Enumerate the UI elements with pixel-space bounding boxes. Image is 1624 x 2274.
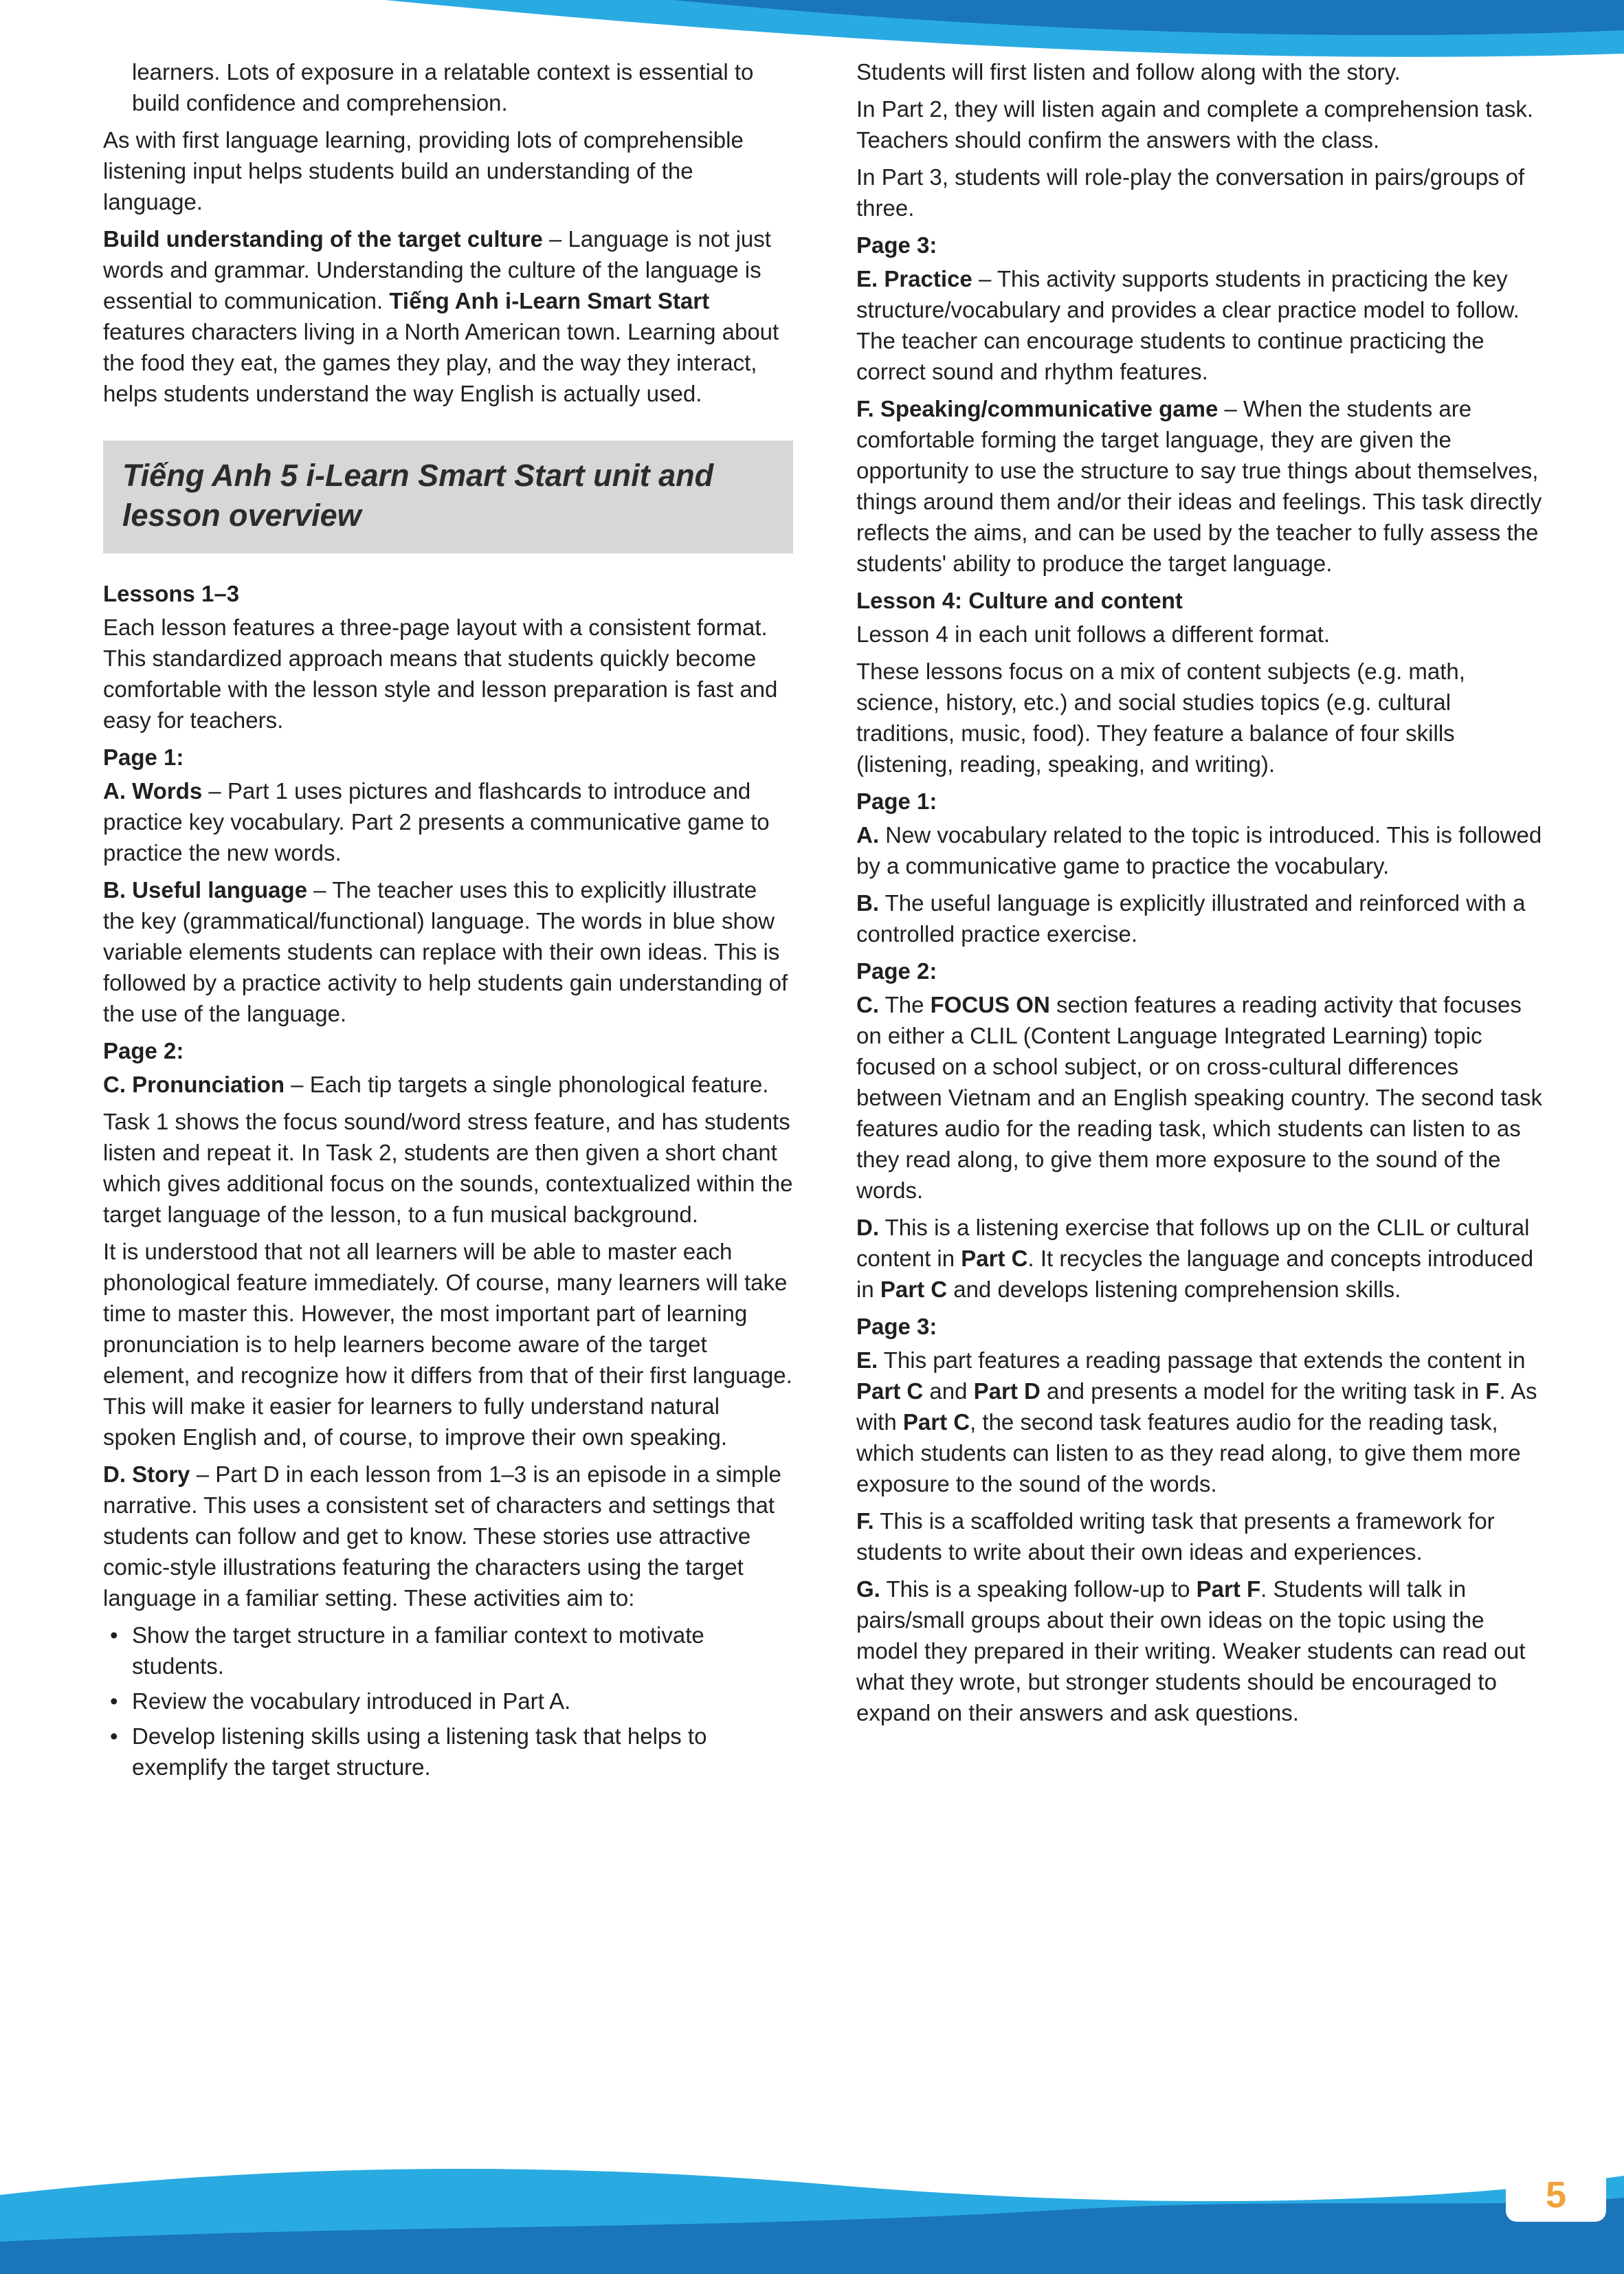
paragraph: A. New vocabulary related to the topic is introduced. This is followed by a communicative game to practice the vocabulary. [856, 822, 1542, 879]
paragraph: F. Speaking/communicative game – When the students are comfortable forming the target language, they are given the opportunity to use the structure to say true things about themselves, things around them and/or their ideas and feelings. This task directly reflects the aims, and can be used by the teacher to fully assess the students' ability to produce the target language. [856, 396, 1542, 576]
page-body [103, 56, 1546, 1787]
section-subheading: Page 3: [856, 232, 937, 258]
paragraph: It is understood that not all learners will be able to master each phonological feature immediately. Of course, many learners will take time to master this. However, the most important part of learning pronunciation is to help learners become aware of the target element, and recognize how it differs from that of their first language. This will make it easier for learners to fully understand natural spoken English and, of course, to improve their own speaking. [103, 1239, 792, 1450]
paragraph: D. Story – Part D in each lesson from 1–3 is an episode in a simple narrative. This uses a consistent set of characters and settings that students can follow and get to know. These stories use attractive comic-style illustrations featuring the characters using the target language in a familiar setting. These activities aim to: [103, 1461, 781, 1611]
paragraph: C. The FOCUS ON section features a reading activity that focuses on either a CLIL (Content Language Integrated Learning) topic focused on a school subject, or on cross-cultural differences between Vietnam and an English speaking country. The second task features audio for the reading task, which students can listen to as they read along, to give them more exposure to the sound of the words. [856, 992, 1542, 1203]
page-number: 5 [1545, 2174, 1567, 2216]
paragraph: Lesson 4 in each unit follows a different format. [856, 621, 1331, 647]
paragraph: Build understanding of the target culture – Language is not just words and grammar. Understanding the culture of the language is essential to communication. Tiếng Anh i-Learn Smart Start features characters living in a North American town. Learning about the food they eat, the games they play, and the way they interact, helps students understand the way English is actually used. [103, 226, 779, 406]
paragraph: These lessons focus on a mix of content subjects (e.g. math, science, history, etc.) and social studies topics (e.g. cultural traditions, music, food). They feature a balance of four skills (listening, reading, speaking, and writing). [856, 659, 1465, 777]
bullet-icon: • [110, 1688, 118, 1714]
bullet-icon: • [110, 1723, 118, 1749]
paragraph: Students will first listen and follow along with the story. [856, 59, 1401, 85]
paragraph: C. Pronunciation – Each tip targets a single phonological feature. [103, 1072, 769, 1097]
bullet-item: • Develop listening skills using a listening task that helps to exemplify the target structure. [103, 1721, 793, 1782]
bullet-item: • Review the vocabulary introduced in Part A. [103, 1686, 793, 1716]
bottom-wave-decoration [0, 2126, 1624, 2274]
bullet-icon: • [110, 1622, 118, 1648]
paragraph: D. This is a listening exercise that follows up on the CLIL or cultural content in Part C. It recycles the language and concepts introduced in Part C and develops listening comprehension skills. [856, 1215, 1534, 1302]
section-subheading: Page 1: [856, 788, 937, 814]
paragraph: Each lesson features a three-page layout with a consistent format. This standardized approach means that students quickly become comfortable with the lesson style and lesson preparation is fast and easy for teachers. [103, 615, 778, 733]
paragraph: In Part 2, they will listen again and complete a comprehension task. Teachers should confirm the answers with the class. [856, 96, 1534, 153]
paragraph: B. The useful language is explicitly illustrated and reinforced with a controlled practice exercise. [856, 890, 1526, 947]
paragraph: In Part 3, students will role-play the conversation in pairs/groups of three. [856, 164, 1525, 221]
right-column-blocks [856, 56, 1546, 1728]
overview-box [103, 441, 793, 553]
bullet-item: • Show the target structure in a familiar context to motivate students. [103, 1620, 793, 1681]
left-column-top [103, 56, 793, 409]
page-number-tab [1506, 2168, 1606, 2222]
paragraph: Task 1 shows the focus sound/word stress feature, and has students listen and repeat it. In Task 2, students are then given a short chant which gives additional focus on the sounds, contextualized within the target language of the lesson, to a fun musical background. [103, 1109, 793, 1227]
section-subheading: Page 2: [856, 958, 937, 984]
paragraph: learners. Lots of exposure in a relatable context is essential to build confidence and comprehension. [132, 59, 754, 115]
left-column [103, 56, 793, 1787]
section-subheading: Lesson 4: Culture and content [856, 588, 1183, 613]
section-subheading: Page 2: [103, 1038, 184, 1063]
right-column [856, 56, 1546, 1787]
paragraph: A. Words – Part 1 uses pictures and flashcards to introduce and practice key vocabulary. Part 2 presents a communicative game to practice the new words. [103, 778, 770, 865]
paragraph: B. Useful language – The teacher uses this to explicitly illustrate the key (grammatical/functional) language. The words in blue show variable elements students can replace with their own ideas. This is followed by a practice activity to help students gain understanding of the use of the language. [103, 877, 788, 1026]
section-subheading: Lessons 1–3 [103, 581, 240, 606]
section-subheading: Page 1: [103, 744, 184, 770]
left-column-bottom [103, 578, 793, 1782]
overview-box-title: Tiếng Anh 5 i-Learn Smart Start unit and lesson overview [122, 458, 714, 533]
paragraph: E. This part features a reading passage that extends the content in Part C and Part D and presents a model for the writing task in F. As with Part C, the second task features audio for the reading task, which students can listen to as they read along, to give them more exposure to the sound of the words. [856, 1347, 1537, 1497]
paragraph: As with first language learning, providing lots of comprehensible listening input helps students build an understanding of the language. [103, 127, 744, 214]
paragraph: G. This is a speaking follow-up to Part F. Students will talk in pairs/small groups about their own ideas on the topic using the model they prepared in their writing. Weaker students can read out what they wrote, but stronger students should be encouraged to expand on their answers and ask questions. [856, 1576, 1526, 1725]
paragraph: F. This is a scaffolded writing task that presents a framework for students to write about their own ideas and experiences. [856, 1508, 1495, 1565]
section-subheading: Page 3: [856, 1314, 937, 1339]
paragraph: E. Practice – This activity supports students in practicing the key structure/vocabulary and provides a clear practice model to follow. The teacher can encourage students to continue practicing the correct sound and rhythm features. [856, 266, 1520, 384]
